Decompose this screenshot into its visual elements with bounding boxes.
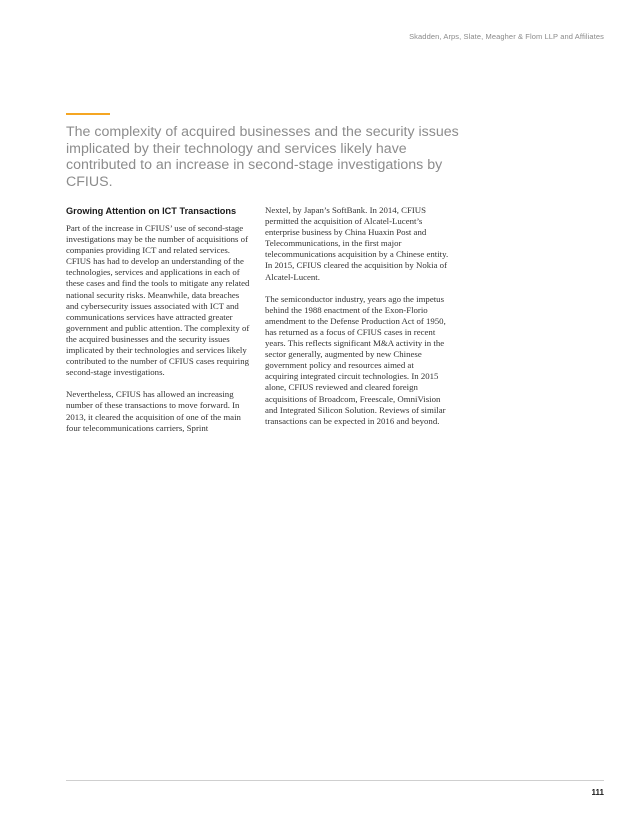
page-number: 111 xyxy=(591,788,604,797)
pull-quote: The complexity of acquired businesses and the security issues implicated by their technology and services likely have contributed to an increase in second-stage investigations by CFIUS. xyxy=(66,124,459,190)
body-paragraph: Nextel, by Japan’s SoftBank. In 2014, CFIUS permitted the acquisition of Alcatel-Lucent’s enterprise business by China Huaxin Post and Telecommunications, in the first major telecommunications acquisition by a Chinese entity. In 2015, CFIUS cleared the acquisition by Nokia of Alcatel-Lucent. xyxy=(265,205,449,282)
footer-rule xyxy=(66,780,604,781)
body-paragraph: Part of the increase in CFIUS’ use of second-stage investigations may be the number of acquisitions of companies providing ICT and related services. CFIUS has had to develop an understanding of the technologies, services and applications in each of these cases and find the tools to mitigate any related national security risks. Meanwhile, data breaches and cybersecurity issues associated with ICT and communications services have attracted greater government and public attention. The complexity of the acquired businesses and the security issues implicated by their technologies and services likely contributed to the number of CFIUS cases requiring second-stage investigations. xyxy=(66,223,250,378)
section-heading: Growing Attention on ICT Transactions xyxy=(66,206,237,216)
body-paragraph: Nevertheless, CFIUS has allowed an increasing number of these transactions to move forward. In 2013, it cleared the acquisition of one of the main four telecommunications carriers, Sprint xyxy=(66,389,241,433)
accent-rule xyxy=(66,113,110,115)
header-firm-name: Skadden, Arps, Slate, Meagher & Flom LLP and Affiliates xyxy=(409,32,604,41)
article-column-left xyxy=(66,205,250,445)
article-column-right xyxy=(265,205,449,438)
body-paragraph: The semiconductor industry, years ago the impetus behind the 1988 enactment of the Exon-Florio amendment to the Defense Production Act of 1950, has returned as a focus of CFIUS cases in recent years. This reflects significant M&A activity in the sector generally, augmented by new Chinese government policy and resources aimed at acquiring integrated circuit technologies. In 2015 alone, CFIUS reviewed and cleared foreign acquisitions of Broadcom, Freescale, OmniVision and Integrated Silicon Solution. Reviews of similar transactions can be expected in 2016 and beyond. xyxy=(265,293,446,426)
